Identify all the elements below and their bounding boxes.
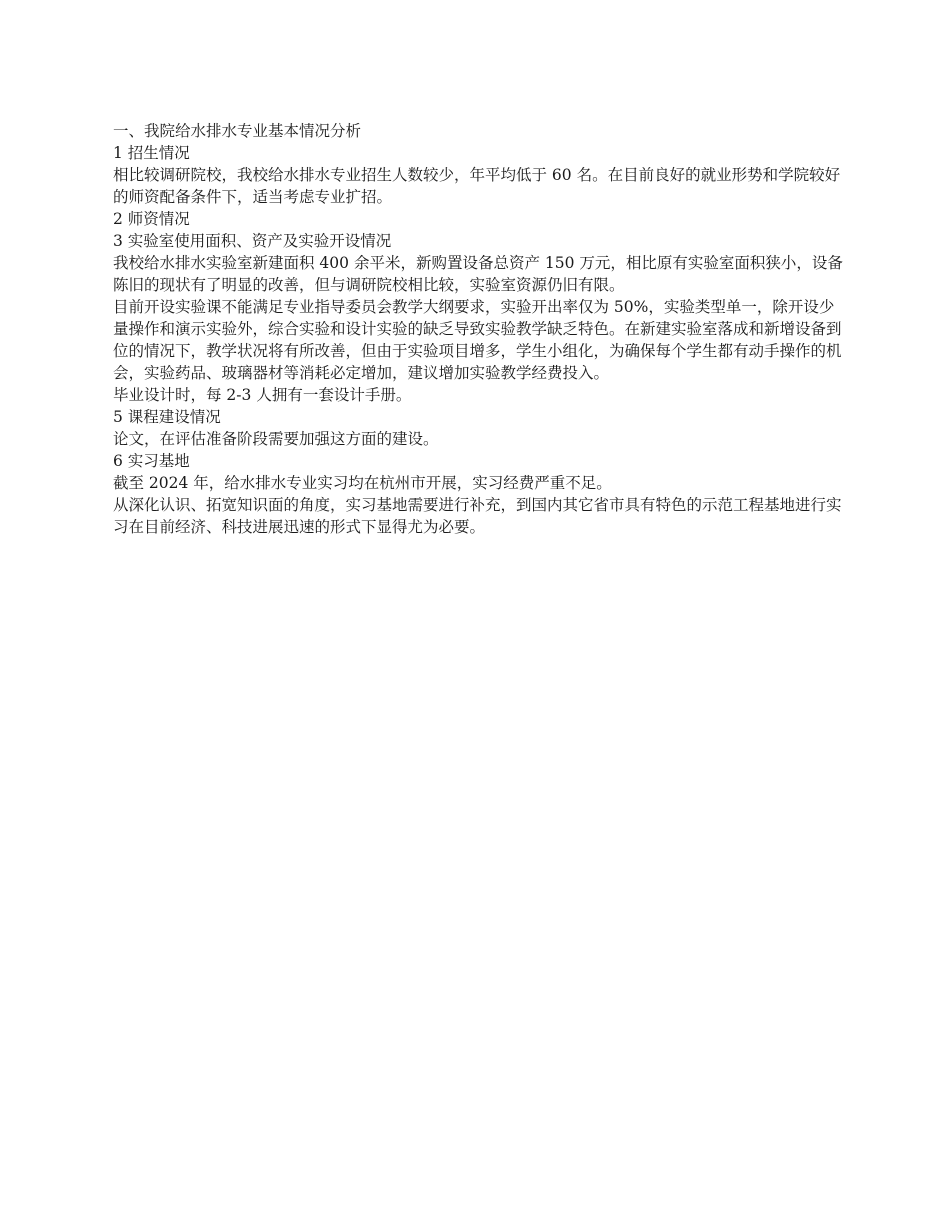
subsection-title-internship: 6 实习基地 — [113, 452, 190, 470]
paragraph-laboratory-courses: 目前开设实验课不能满足专业指导委员会教学大纲要求，实验开出率仅为 50%，实验类型单一，除开设少量操作和演示实验外，综合实验和设计实验的缺乏导致实验教学缺乏特色。在新建实验室落成和新增设备到位的情况下，教学状况将有所改善，但由于实验项目增多，学生小组化，为确保每个学生都有动手操作的机会，实验药品、玻璃器材等消耗必定增加，建议增加实验教学经费投入。 — [113, 298, 842, 382]
paragraph-curriculum: 论文，在评估准备阶段需要加强这方面的建设。 — [113, 430, 439, 448]
subsection-title-curriculum: 5 课程建设情况 — [113, 408, 221, 426]
paragraph-graduation-design: 毕业设计时，每 2-3 人拥有一套设计手册。 — [113, 386, 412, 404]
document-body — [113, 120, 843, 538]
subsection-title-laboratory: 3 实验室使用面积、资产及实验开设情况 — [113, 232, 392, 250]
subsection-title-enrollment: 1 招生情况 — [113, 144, 190, 162]
paragraph-laboratory-area: 我校给水排水实验室新建面积 400 余平米，新购置设备总资产 150 万元，相比原有实验室面积狭小，设备陈旧的现状有了明显的改善，但与调研院校相比较，实验室资源仍旧有限。 — [113, 254, 843, 294]
subsection-title-faculty: 2 师资情况 — [113, 210, 190, 228]
paragraph-enrollment: 相比较调研院校，我校给水排水专业招生人数较少，年平均低于 60 名。在目前良好的就业形势和学院较好的师资配备条件下，适当考虑专业扩招。 — [113, 166, 841, 206]
paragraph-internship-status: 截至 2024 年，给水排水专业实习均在杭州市开展，实习经费严重不足。 — [113, 474, 612, 492]
section-heading: 一、我院给水排水专业基本情况分析 — [113, 122, 362, 140]
paragraph-internship-expansion: 从深化认识、拓宽知识面的角度，实习基地需要进行补充，到国内其它省市具有特色的示范工程基地进行实习在目前经济、科技进展迅速的形式下显得尤为必要。 — [113, 496, 842, 536]
